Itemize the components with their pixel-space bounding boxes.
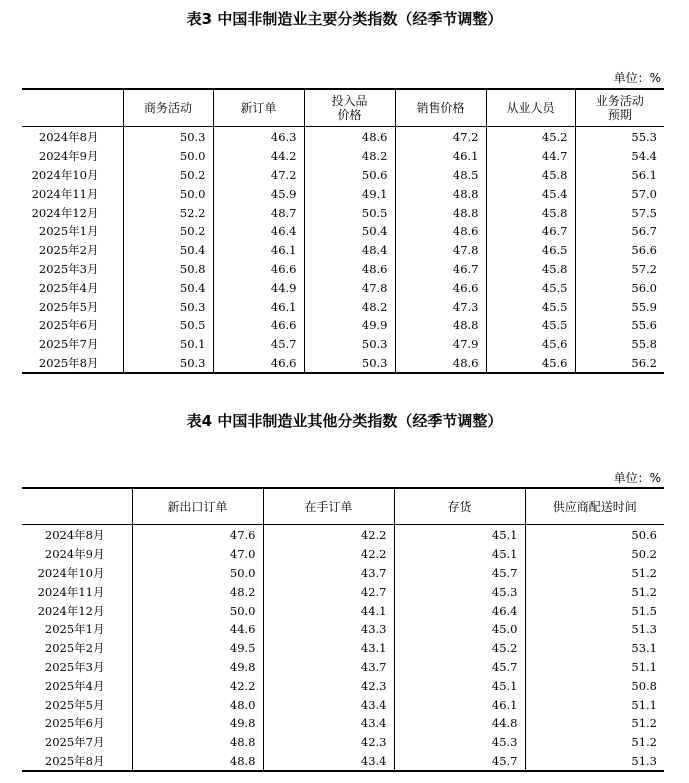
table-cell: 46.6	[213, 260, 304, 279]
table-cell: 50.3	[123, 297, 213, 316]
table-cell: 43.7	[263, 658, 394, 677]
table-cell: 49.1	[304, 184, 395, 203]
row-label: 2025年3月	[44, 659, 105, 674]
table-cell: 50.1	[123, 335, 213, 354]
table-cell: 46.5	[486, 241, 575, 260]
table-cell: 50.4	[304, 222, 395, 241]
table-cell: 42.2	[132, 676, 263, 695]
table-cell: 43.4	[263, 714, 394, 733]
table-cell: 47.6	[132, 525, 263, 545]
row-label: 2025年7月	[38, 337, 99, 352]
row-label: 2025年8月	[22, 752, 132, 772]
table-cell: 48.2	[132, 582, 263, 601]
table3-header-new-orders: 新订单	[213, 89, 304, 127]
row-label: 2025年2月	[38, 243, 99, 258]
table-cell: 52.2	[123, 203, 213, 222]
table-cell: 48.2	[304, 297, 395, 316]
table-row	[22, 752, 664, 772]
row-label: 2025年5月	[38, 299, 99, 314]
table-cell: 45.8	[486, 166, 575, 185]
table-cell: 44.1	[263, 601, 394, 620]
table-cell: 48.8	[132, 733, 263, 752]
table4-header-new-export-orders: 新出口订单	[132, 488, 263, 525]
row-label: 2025年5月	[44, 697, 105, 712]
table-cell: 48.8	[395, 203, 486, 222]
table-cell: 44.7	[486, 147, 575, 166]
table-cell: 44.6	[132, 620, 263, 639]
table-row	[22, 184, 664, 203]
table-cell: 45.4	[486, 184, 575, 203]
table-cell: 51.3	[525, 620, 664, 639]
table-cell: 50.8	[525, 676, 664, 695]
table-cell: 46.1	[213, 241, 304, 260]
table3	[22, 88, 664, 374]
table-row	[22, 601, 664, 620]
table-cell: 43.3	[263, 620, 394, 639]
table-cell: 46.3	[213, 127, 304, 147]
table-row	[22, 733, 664, 752]
table-cell: 48.8	[395, 184, 486, 203]
table-row	[22, 695, 664, 714]
table-row	[22, 564, 664, 583]
table-cell: 45.9	[213, 184, 304, 203]
table-cell: 47.0	[132, 545, 263, 564]
table-cell: 42.2	[263, 525, 394, 545]
table-cell: 45.7	[394, 564, 525, 583]
table-cell: 45.5	[486, 278, 575, 297]
table-cell: 43.4	[263, 695, 394, 714]
table-cell: 57.5	[575, 203, 664, 222]
table-cell: 45.1	[394, 676, 525, 695]
table-cell: 46.6	[213, 354, 304, 374]
row-label: 2025年1月	[44, 622, 105, 637]
row-label: 2025年4月	[38, 280, 99, 295]
table-cell: 50.4	[123, 241, 213, 260]
table3-unit: 单位：%	[613, 71, 661, 85]
table-cell: 50.6	[304, 166, 395, 185]
row-label: 2024年11月	[37, 584, 105, 599]
table-cell: 48.8	[132, 752, 263, 772]
table-cell: 51.2	[525, 564, 664, 583]
row-label: 2025年6月	[44, 716, 105, 731]
table-cell: 48.4	[304, 241, 395, 260]
table-cell: 50.3	[123, 127, 213, 147]
table3-header-business-expectations: 业务活动 预期	[575, 89, 664, 127]
table3-body	[22, 127, 664, 374]
table-cell: 50.5	[123, 316, 213, 335]
table-cell: 45.0	[394, 620, 525, 639]
table-cell: 45.1	[394, 545, 525, 564]
table4-header-row	[22, 488, 664, 525]
table-cell: 42.7	[263, 582, 394, 601]
table-cell: 51.2	[525, 582, 664, 601]
table-cell: 42.3	[263, 733, 394, 752]
table-cell: 50.6	[525, 525, 664, 545]
table-row	[22, 147, 664, 166]
table-cell: 56.7	[575, 222, 664, 241]
row-label: 2025年4月	[44, 678, 105, 693]
table-row	[22, 335, 664, 354]
table-row	[22, 582, 664, 601]
table-cell: 57.0	[575, 184, 664, 203]
table-cell: 48.5	[395, 166, 486, 185]
table4-title: 表4 中国非制造业其他分类指数（经季节调整）	[186, 412, 503, 430]
table-cell: 56.0	[575, 278, 664, 297]
table4-header-corner	[22, 488, 132, 525]
table-cell: 56.6	[575, 241, 664, 260]
table-cell: 55.6	[575, 316, 664, 335]
table-cell: 55.9	[575, 297, 664, 316]
table-cell: 46.6	[213, 316, 304, 335]
table-cell: 47.2	[395, 127, 486, 147]
table-cell: 50.5	[304, 203, 395, 222]
table3-header-input-prices: 投入品 价格	[304, 89, 395, 127]
table-cell: 43.1	[263, 639, 394, 658]
row-label: 2025年6月	[38, 318, 99, 333]
table-cell: 50.3	[123, 354, 213, 374]
table4-header-supplier-delivery-time: 供应商配送时间	[525, 488, 664, 525]
table-cell: 51.2	[525, 733, 664, 752]
table-cell: 45.6	[486, 354, 575, 374]
table-cell: 45.5	[486, 316, 575, 335]
table-row	[22, 127, 664, 147]
row-label: 2024年12月	[37, 603, 105, 618]
table-cell: 46.1	[213, 297, 304, 316]
table-cell: 50.0	[123, 184, 213, 203]
table-cell: 48.7	[213, 203, 304, 222]
table3-header-sales-prices: 销售价格	[395, 89, 486, 127]
table-row	[22, 620, 664, 639]
table-cell: 50.0	[132, 564, 263, 583]
table-cell: 49.8	[132, 714, 263, 733]
table-cell: 42.3	[263, 676, 394, 695]
table-cell: 45.2	[486, 127, 575, 147]
table-cell: 46.1	[395, 147, 486, 166]
table-row	[22, 316, 664, 335]
table3-header-row	[22, 89, 664, 127]
table-cell: 49.8	[132, 658, 263, 677]
table-cell: 43.4	[263, 752, 394, 772]
table3-header-business-activity: 商务活动	[123, 89, 213, 127]
row-label: 2024年8月	[44, 528, 105, 543]
table4-unit: 单位：%	[613, 471, 661, 485]
table-cell: 50.8	[123, 260, 213, 279]
row-label: 2025年8月	[22, 354, 123, 374]
table-cell: 46.4	[394, 601, 525, 620]
table-cell: 48.6	[395, 354, 486, 374]
table-row	[22, 525, 664, 545]
table-cell: 45.3	[394, 582, 525, 601]
table-cell: 44.2	[213, 147, 304, 166]
table-cell: 47.2	[213, 166, 304, 185]
table-cell: 45.7	[394, 752, 525, 772]
table-cell: 47.8	[304, 278, 395, 297]
table-row	[22, 545, 664, 564]
table-cell: 50.0	[123, 147, 213, 166]
row-label: 2025年1月	[38, 224, 99, 239]
table-row	[22, 639, 664, 658]
table-cell: 55.8	[575, 335, 664, 354]
table-row	[22, 203, 664, 222]
table-cell: 45.1	[394, 525, 525, 545]
table-cell: 43.7	[263, 564, 394, 583]
table-row	[22, 658, 664, 677]
table4	[22, 487, 664, 772]
table4-header-inventory: 存货	[394, 488, 525, 525]
table-row	[22, 297, 664, 316]
table-cell: 44.9	[213, 278, 304, 297]
table-row	[22, 714, 664, 733]
table-cell: 46.7	[486, 222, 575, 241]
row-label: 2024年12月	[31, 205, 99, 220]
row-label: 2024年8月	[38, 130, 99, 145]
table-cell: 46.4	[213, 222, 304, 241]
table-cell: 42.2	[263, 545, 394, 564]
table-cell: 53.1	[525, 639, 664, 658]
table-cell: 56.1	[575, 166, 664, 185]
table3-header-employment: 从业人员	[486, 89, 575, 127]
table-cell: 50.2	[525, 545, 664, 564]
table-cell: 51.1	[525, 695, 664, 714]
table-row	[22, 354, 664, 374]
table-cell: 47.9	[395, 335, 486, 354]
row-label: 2024年10月	[37, 565, 105, 580]
table-row	[22, 241, 664, 260]
table-cell: 51.1	[525, 658, 664, 677]
table-cell: 48.8	[395, 316, 486, 335]
table-cell: 48.0	[132, 695, 263, 714]
table-row	[22, 278, 664, 297]
table-cell: 45.6	[486, 335, 575, 354]
table-cell: 51.3	[525, 752, 664, 772]
row-label: 2024年11月	[31, 186, 99, 201]
table-cell: 48.6	[304, 260, 395, 279]
row-label: 2025年2月	[44, 641, 105, 656]
table-cell: 45.5	[486, 297, 575, 316]
table-cell: 45.8	[486, 260, 575, 279]
table-cell: 50.0	[132, 601, 263, 620]
table-cell: 45.7	[213, 335, 304, 354]
table-row	[22, 166, 664, 185]
table-cell: 50.2	[123, 222, 213, 241]
row-label: 2024年9月	[44, 547, 105, 562]
table-cell: 45.8	[486, 203, 575, 222]
table3-title: 表3 中国非制造业主要分类指数（经季节调整）	[186, 10, 503, 28]
table-cell: 54.4	[575, 147, 664, 166]
table-cell: 51.2	[525, 714, 664, 733]
table-cell: 46.1	[394, 695, 525, 714]
table3-header-corner	[22, 89, 123, 127]
table-row	[22, 676, 664, 695]
table-cell: 50.4	[123, 278, 213, 297]
table-cell: 57.2	[575, 260, 664, 279]
table4-header-backlog-orders: 在手订单	[263, 488, 394, 525]
table4-body	[22, 525, 664, 772]
table-cell: 47.8	[395, 241, 486, 260]
table-row	[22, 260, 664, 279]
table-cell: 56.2	[575, 354, 664, 374]
row-label: 2024年9月	[38, 149, 99, 164]
table-cell: 50.2	[123, 166, 213, 185]
table-cell: 48.2	[304, 147, 395, 166]
table-cell: 51.5	[525, 601, 664, 620]
table-cell: 48.6	[395, 222, 486, 241]
table-cell: 50.3	[304, 335, 395, 354]
table-cell: 45.7	[394, 658, 525, 677]
table-cell: 48.6	[304, 127, 395, 147]
table-cell: 50.3	[304, 354, 395, 374]
table-cell: 45.3	[394, 733, 525, 752]
table-cell: 49.5	[132, 639, 263, 658]
row-label: 2025年3月	[38, 261, 99, 276]
table-cell: 55.3	[575, 127, 664, 147]
table-cell: 49.9	[304, 316, 395, 335]
row-label: 2024年10月	[31, 167, 99, 182]
table-cell: 46.7	[395, 260, 486, 279]
table-cell: 44.8	[394, 714, 525, 733]
row-label: 2025年7月	[44, 735, 105, 750]
table-row	[22, 222, 664, 241]
table-cell: 45.2	[394, 639, 525, 658]
table-cell: 47.3	[395, 297, 486, 316]
table-cell: 46.6	[395, 278, 486, 297]
